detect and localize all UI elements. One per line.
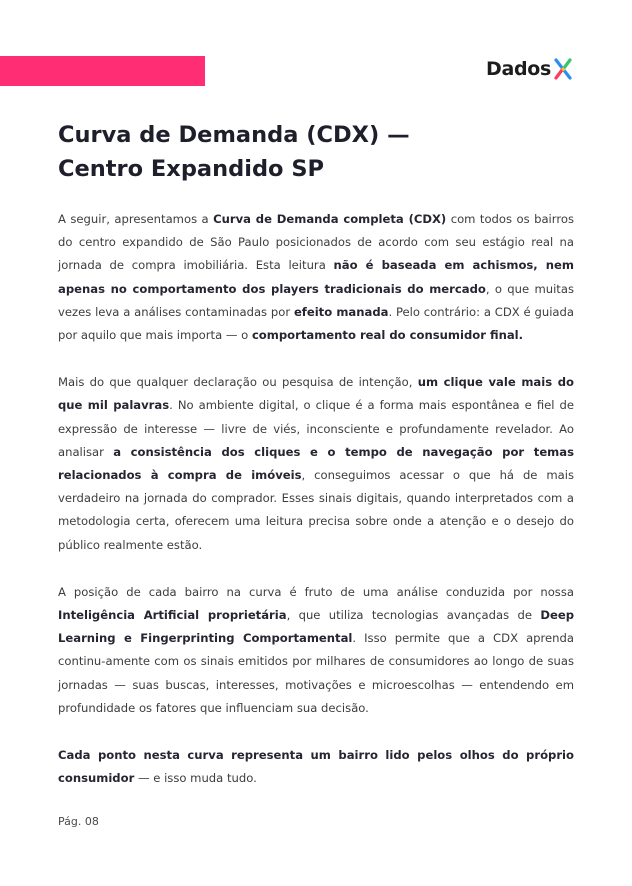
paragraph xyxy=(58,371,574,557)
text-run: . No ambiente digital, o clique é a forma mais espontânea e fiel de expressão de interesse — livre de viés, inconsciente e profundamente revelador. Ao analisar xyxy=(58,398,575,459)
paragraph xyxy=(58,744,574,790)
paragraph xyxy=(58,581,574,720)
bold-text-run: Cada ponto nesta curva representa um bairro lido pelos olhos do próprio consumidor xyxy=(58,748,574,786)
text-run: , que utiliza tecnologias avançadas de xyxy=(286,608,541,623)
text-run: com todos os bairros do centro expandido de São Paulo posicionados de acordo com seu estágio real na jornada de compra imobiliária. Esta leitura xyxy=(58,212,574,273)
page-number: Pág. 08 xyxy=(58,815,99,828)
dadosx-logo xyxy=(486,58,573,80)
page-title xyxy=(58,118,578,186)
bold-text-run: não é baseada em achismos, nem apenas no comportamento dos players tradicionais do mercado xyxy=(58,258,574,296)
text-run: , o que muitas vezes leva a análises contaminadas por xyxy=(58,281,574,319)
bold-text-run: Curva de Demanda completa (CDX) xyxy=(213,212,447,226)
bold-text-run: a consistência dos cliques e o tempo de navegação por temas relacionados à compra de imóveis xyxy=(58,444,574,483)
title-line-1: Curva de Demanda (CDX) — xyxy=(58,122,410,148)
text-run: A posição de cada bairro na curva é fruto de uma análise conduzida por nossa xyxy=(58,584,574,599)
bold-text-run: Inteligência Artificial proprietária xyxy=(58,608,287,623)
title-line-2: Centro Expandido SP xyxy=(58,156,325,182)
text-run: Mais do que qualquer declaração ou pesquisa de intenção, xyxy=(58,375,418,390)
bold-text-run: comportamento real do consumidor final. xyxy=(251,328,524,343)
bold-text-run: Deep Learning e Fingerprinting Comportamental xyxy=(58,608,574,646)
text-run: — e isso muda tudo. xyxy=(134,771,257,786)
bold-text-run: um clique vale mais do que mil palavras xyxy=(58,375,574,413)
text-run: , conseguimos acessar o que há de mais verdadeiro na jornada do comprador. Esses sinais digitais, quando interpretados com a metodologia certa, oferecem uma leitura precisa sobre onde a atenção e o desejo do público realmente estão. xyxy=(58,468,575,552)
text-run: . Pelo contrário: a CDX é guiada por aquilo que mais importa — o xyxy=(58,304,574,343)
body-text xyxy=(58,208,574,814)
text-run: A seguir, apresentamos a xyxy=(58,212,214,226)
logo-text: Dados xyxy=(486,58,552,80)
logo-x-mark-icon xyxy=(553,58,573,80)
text-run: . Isso permite que a CDX aprenda continu-amente com os sinais emitidos por milhares de consumidores ao longo de suas jornadas — suas buscas, interesses, motivações e microescolhas — entendendo em profundidade os fatores que influenciam sua decisão. xyxy=(58,631,574,715)
bold-text-run: efeito manada xyxy=(293,304,389,319)
paragraph xyxy=(58,208,574,347)
accent-bar xyxy=(0,56,205,86)
